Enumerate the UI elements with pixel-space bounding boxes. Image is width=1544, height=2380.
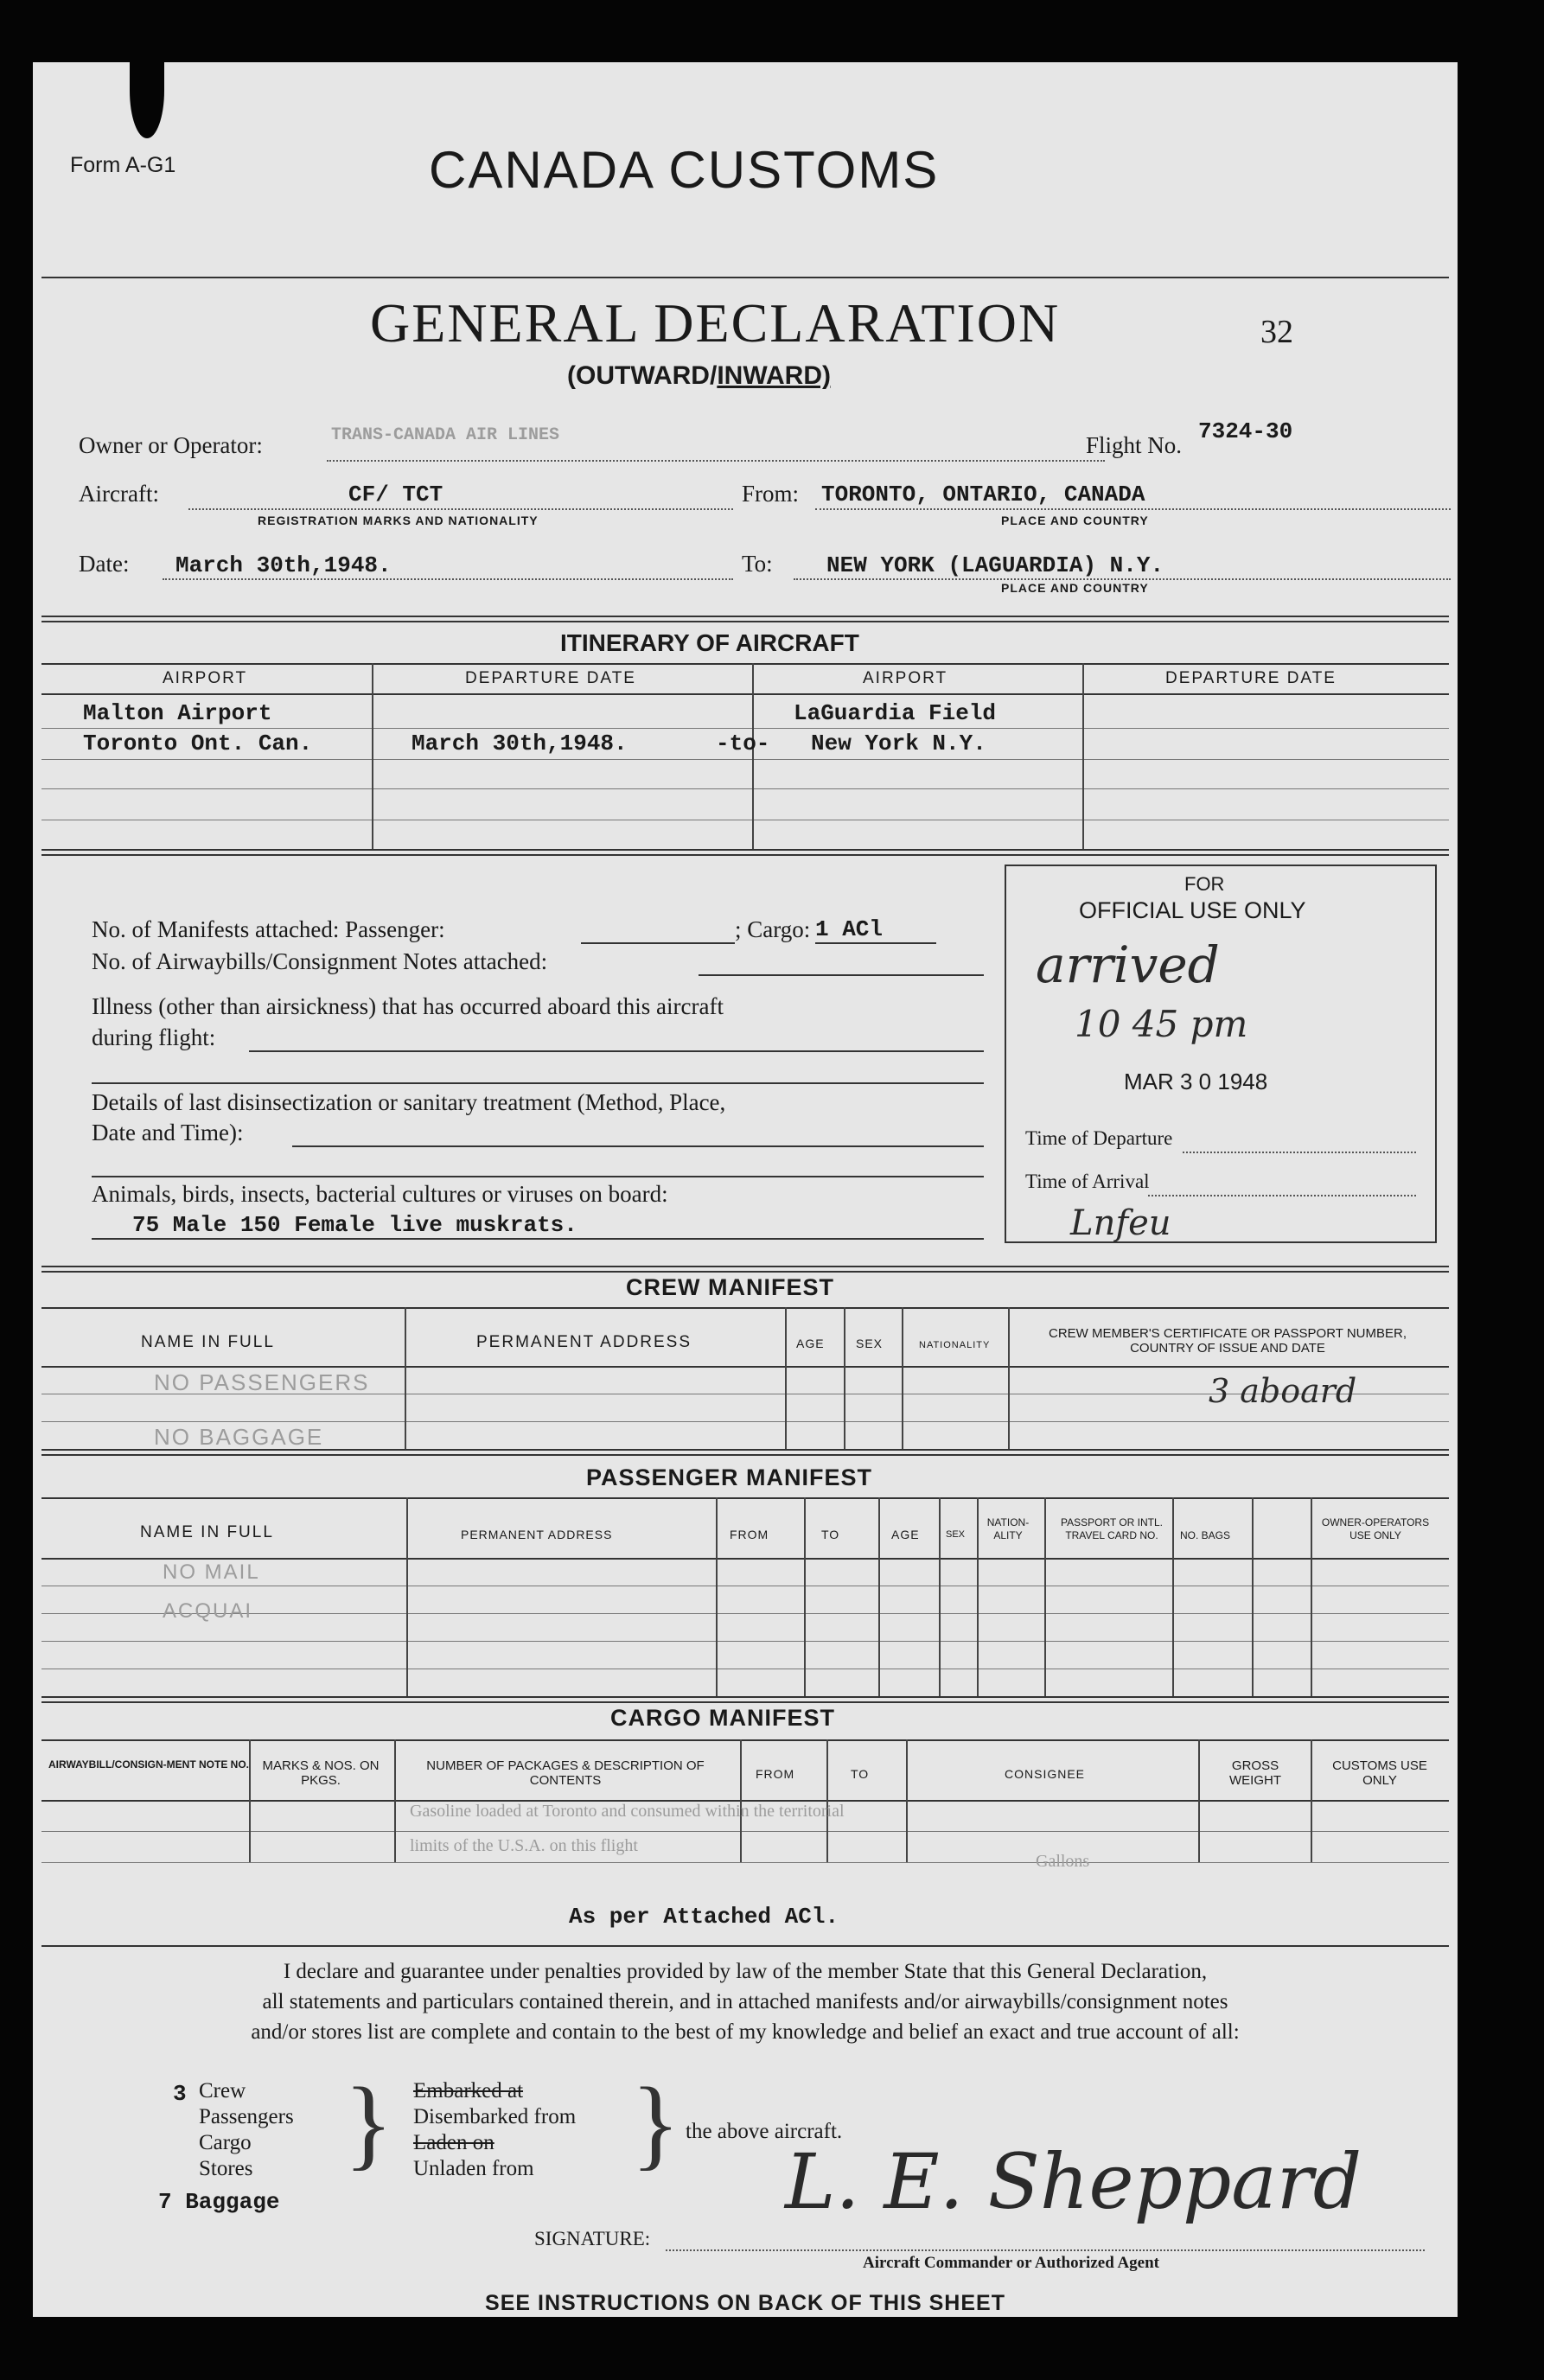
- signature-caption: Aircraft Commander or Authorized Agent: [863, 2254, 1160, 2272]
- from-value: TORONTO, ONTARIO, CANADA: [821, 482, 1145, 507]
- footer-instructions: SEE INSTRUCTIONS ON BACK OF THIS SHEET: [485, 2291, 1005, 2315]
- animals-label: Animals, birds, insects, bacterial cultures or viruses on board:: [92, 1181, 668, 1207]
- to-label: To:: [742, 551, 773, 577]
- itinerary-title: ITINERARY OF AIRCRAFT: [560, 629, 859, 656]
- cargo-col-consignee: CONSIGNEE: [1005, 1767, 1086, 1781]
- crew-count: 3: [173, 2081, 187, 2107]
- cargo-col-airwaybill: AIRWAYBILL/CONSIGN-MENT NOTE NO.: [48, 1758, 250, 1771]
- disinsect-label-line2: Date and Time):: [92, 1120, 244, 1145]
- itinerary-col-date-1: DEPARTURE DATE: [465, 669, 636, 687]
- itinerary-dest-city: New York N.Y.: [811, 731, 986, 756]
- time-of-departure-label: Time of Departure: [1025, 1127, 1173, 1149]
- crew-col-age: AGE: [796, 1337, 825, 1350]
- declaration-line-1: I declare and guarantee under penalties provided by law of the member State that this General Declaration,: [283, 1960, 1208, 1983]
- page-number: 32: [1260, 314, 1293, 350]
- passenger-ghost-stamp-2: ACQUAI: [163, 1599, 253, 1623]
- arrival-date-stamp: MAR 3 0 1948: [1124, 1069, 1268, 1094]
- passenger-col-from: FROM: [730, 1528, 769, 1541]
- declaration-option-unladen: Unladen from: [413, 2157, 534, 2180]
- flight-value: 7324-30: [1198, 418, 1293, 444]
- crew-ghost-stamp-1: NO PASSENGERS: [154, 1369, 370, 1395]
- page-title: GENERAL DECLARATION: [370, 292, 1061, 354]
- cargo-col-marks: MARKS & NOS. ON PKGS.: [262, 1758, 380, 1788]
- declaration-baggage: 7 Baggage: [158, 2189, 280, 2215]
- official-handwritten-arrived: arrived: [1036, 935, 1220, 994]
- passenger-col-sex: SEX: [946, 1529, 966, 1540]
- crew-col-name: NAME IN FULL: [141, 1333, 275, 1351]
- declaration-direction: (OUTWARD/INWARD): [567, 361, 831, 390]
- declaration-option-disembarked: Disembarked from: [413, 2105, 577, 2128]
- passenger-col-age: AGE: [891, 1528, 920, 1541]
- crew-handwritten-note: 3 aboard: [1209, 1372, 1357, 1410]
- official-handwritten-time: 10 45 pm: [1075, 1003, 1248, 1045]
- declaration-line-2: all statements and particulars contained therein, and in attached manifests and/or airwaybills/consignment notes: [262, 1990, 1228, 2013]
- declaration-item-passengers: Passengers: [199, 2105, 294, 2128]
- declaration-item-cargo: Cargo: [199, 2131, 252, 2154]
- agency-title: CANADA CUSTOMS: [429, 141, 940, 199]
- disinsect-label-line1: Details of last disinsectization or sanitary treatment (Method, Place,: [92, 1089, 726, 1115]
- cargo-col-to: TO: [851, 1767, 870, 1781]
- illness-label-line2: during flight:: [92, 1024, 216, 1050]
- declaration-item-crew: Crew: [199, 2079, 246, 2102]
- cargo-attached-note: As per Attached ACl.: [569, 1904, 839, 1930]
- left-brace: }: [344, 2066, 393, 2179]
- itinerary-col-airport-2: AIRPORT: [863, 669, 948, 687]
- crew-col-sex: SEX: [856, 1337, 884, 1350]
- scan-artifact: [130, 43, 164, 138]
- animals-value: 75 Male 150 Female live muskrats.: [132, 1212, 577, 1238]
- cargo-col-description: NUMBER OF PACKAGES & DESCRIPTION OF CONTENTS: [426, 1758, 705, 1788]
- date-value: March 30th,1948.: [175, 552, 392, 578]
- to-value: NEW YORK (LAGUARDIA) N.Y.: [826, 552, 1164, 578]
- passenger-col-bags: NO. BAGS: [1180, 1529, 1231, 1541]
- manifests-label: No. of Manifests attached: Passenger:: [92, 916, 445, 942]
- airwaybills-label: No. of Airwaybills/Consignment Notes attached:: [92, 948, 548, 974]
- from-caption: PLACE AND COUNTRY: [1001, 514, 1149, 527]
- official-title: OFFICIAL USE ONLY: [1079, 897, 1306, 923]
- passenger-col-address: PERMANENT ADDRESS: [461, 1528, 613, 1541]
- cargo-col-gross-weight: GROSS WEIGHT: [1229, 1758, 1281, 1788]
- passenger-ghost-stamp-1: NO MAIL: [163, 1560, 260, 1584]
- official-for: FOR: [1184, 873, 1225, 895]
- cargo-ghost-line-1: Gasoline loaded at Toronto and consumed within the territorial: [410, 1802, 845, 1821]
- cargo-value: 1 ACl: [815, 916, 884, 942]
- itinerary-col-airport-1: AIRPORT: [163, 669, 248, 687]
- flight-label: Flight No.: [1086, 432, 1183, 458]
- cargo-label: ; Cargo:: [735, 916, 811, 942]
- itinerary-dest-airport: LaGuardia Field: [794, 700, 997, 726]
- passenger-manifest-title: PASSENGER MANIFEST: [586, 1464, 873, 1490]
- crew-col-nationality: NATIONALITY: [919, 1340, 991, 1350]
- itinerary-departure-date: March 30th,1948.: [412, 731, 628, 756]
- passenger-col-passport: PASSPORT OR INTL. TRAVEL CARD NO.: [1060, 1516, 1164, 1541]
- to-caption: PLACE AND COUNTRY: [1001, 581, 1149, 595]
- cargo-col-customs: CUSTOMS USE ONLY: [1332, 1758, 1427, 1788]
- aircraft-caption: REGISTRATION MARKS AND NATIONALITY: [258, 514, 539, 527]
- crew-ghost-stamp-2: NO BAGGAGE: [154, 1424, 324, 1450]
- aircraft-label: Aircraft:: [79, 481, 159, 507]
- from-label: From:: [742, 481, 800, 507]
- official-initials: Lnfeu: [1070, 1203, 1171, 1243]
- owner-value: TRANS-CANADA AIR LINES: [331, 425, 560, 445]
- aircraft-value: CF/ TCT: [348, 482, 443, 507]
- time-of-arrival-label: Time of Arrival: [1025, 1171, 1150, 1192]
- passenger-col-owner-use: OWNER-OPERATORS USE ONLY: [1321, 1516, 1430, 1541]
- cargo-manifest-title: CARGO MANIFEST: [610, 1705, 835, 1731]
- date-label: Date:: [79, 551, 130, 577]
- signature: L. E. Sheppard: [785, 2137, 1362, 2226]
- itinerary-origin-airport: Malton Airport: [83, 700, 272, 726]
- form-number: Form A-G1: [70, 153, 176, 177]
- cargo-ghost-line-3: Gallons: [1036, 1852, 1090, 1871]
- passenger-col-name: NAME IN FULL: [140, 1523, 274, 1541]
- passenger-col-nationality: NATION-ALITY: [986, 1516, 1030, 1541]
- cargo-ghost-line-2: limits of the U.S.A. on this flight: [410, 1836, 638, 1855]
- crew-manifest-title: CREW MANIFEST: [626, 1274, 834, 1300]
- right-brace: }: [631, 2066, 680, 2179]
- declaration-option-laden: Laden on: [413, 2131, 494, 2154]
- crew-col-address: PERMANENT ADDRESS: [476, 1333, 692, 1351]
- itinerary-col-date-2: DEPARTURE DATE: [1165, 669, 1337, 687]
- owner-label: Owner or Operator:: [79, 432, 263, 458]
- illness-label-line1: Illness (other than airsickness) that has occurred aboard this aircraft: [92, 993, 724, 1019]
- crew-col-certificate: CREW MEMBER'S CERTIFICATE OR PASSPORT NUMBER, COUNTRY OF ISSUE AND DATE: [1048, 1326, 1407, 1356]
- declaration-item-stores: Stores: [199, 2157, 253, 2180]
- declaration-sheet: [33, 62, 1458, 2317]
- itinerary-connector: -to-: [716, 731, 770, 756]
- passenger-col-to: TO: [821, 1528, 840, 1541]
- signature-label: SIGNATURE:: [534, 2228, 651, 2249]
- declaration-line-3: and/or stores list are complete and contain to the best of my knowledge and belief an exact and true account of all:: [251, 2020, 1240, 2044]
- declaration-option-embarked: Embarked at: [413, 2079, 524, 2102]
- declaration-aircraft-text: the above aircraft.: [686, 2120, 843, 2143]
- cargo-col-from: FROM: [756, 1767, 795, 1781]
- itinerary-origin-city: Toronto Ont. Can.: [83, 731, 313, 756]
